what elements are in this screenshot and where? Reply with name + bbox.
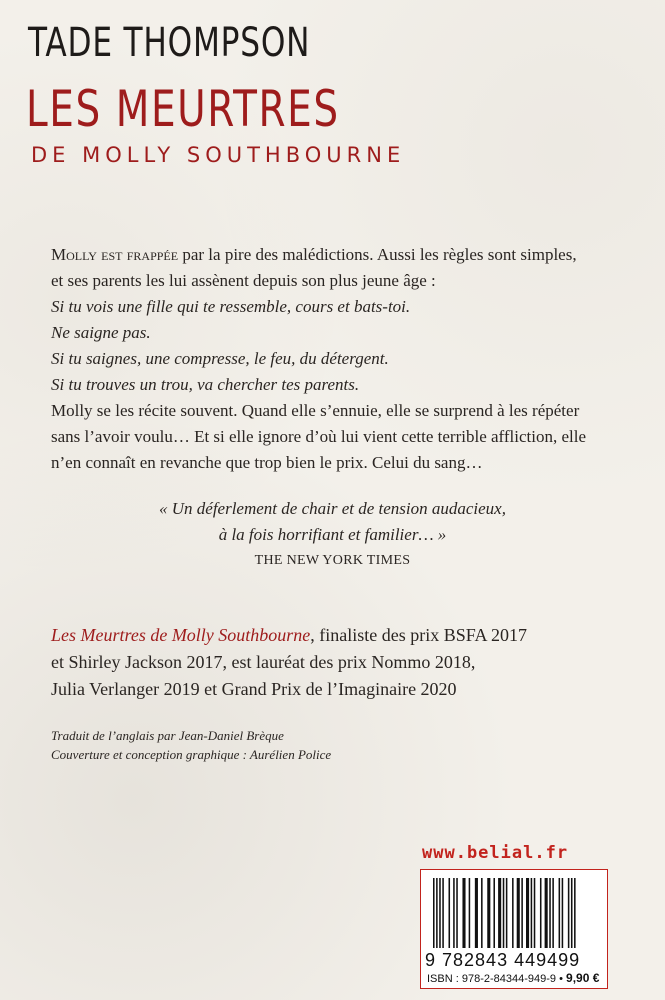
barcode-bar — [503, 878, 505, 948]
awards-line: Julia Verlanger 2019 et Grand Prix de l’Imaginaire 2020 — [51, 679, 457, 699]
barcode-digits: 9 782843 449499 — [425, 950, 581, 970]
author-name: TADE THOMPSON — [28, 20, 311, 66]
awards-line: et Shirley Jackson 2017, est lauréat des prix Nommo 2018, — [51, 652, 476, 672]
separator-dot: • — [559, 973, 563, 985]
translator-credit: Traduit de l’anglais par Jean-Daniel Brèque — [51, 728, 284, 743]
barcode-bar — [475, 878, 478, 948]
rule-line: Si tu saignes, une compresse, le feu, du détergent. — [51, 349, 389, 368]
barcode-bar — [512, 878, 514, 948]
barcode-bar — [462, 878, 465, 948]
barcode-bar — [521, 878, 523, 948]
barcode-bar — [531, 878, 533, 948]
awards-book-title: Les Meurtres de Molly Southbourne — [51, 625, 311, 645]
barcode-bar — [498, 878, 501, 948]
barcode-bar — [568, 878, 570, 948]
credits — [51, 726, 331, 764]
publisher-website: www.belial.fr — [422, 843, 569, 863]
synopsis-line: Molly se les récite souvent. Quand elle s’ennuie, elle se surprend à les répéter — [51, 401, 580, 420]
barcode-bar — [442, 878, 444, 948]
synopsis-line: n’en connaît en revanche que trop bien le prix. Celui du sang… — [51, 453, 483, 472]
barcode-bar — [493, 878, 495, 948]
isbn-number: ISBN : 978-2-84344-949-9 — [427, 973, 557, 985]
synopsis — [51, 242, 631, 476]
barcode — [431, 878, 599, 950]
press-quote — [0, 496, 665, 574]
quote-line: « Un déferlement de chair et de tension audacieux, — [159, 499, 506, 518]
barcode-bar — [552, 878, 554, 948]
rule-line: Si tu trouves un trou, va chercher tes parents. — [51, 375, 360, 394]
barcode-bar — [506, 878, 508, 948]
barcode-bar — [540, 878, 542, 948]
isbn-price-line — [427, 971, 599, 985]
synopsis-line: et ses parents les lui assènent depuis son plus jeune âge : — [51, 271, 436, 290]
awards-line: Les Meurtres de Molly Southbourne, finaliste des prix BSFA 2017 — [51, 625, 527, 645]
synopsis-line: sans l’avoir voulu… Et si elle ignore d’où lui vient cette terrible affliction, elle — [51, 427, 587, 446]
barcode-bar — [562, 878, 564, 948]
barcode-bar — [517, 878, 520, 948]
cover-credit: Couverture et conception graphique : Aurélien Police — [51, 747, 332, 762]
barcode-bar — [526, 878, 529, 948]
barcode-bar — [436, 878, 438, 948]
barcode-bar — [487, 878, 490, 948]
barcode-bar — [549, 878, 551, 948]
book-subtitle: DE MOLLY SOUTHBOURNE — [31, 143, 406, 167]
synopsis-lead: Molly est frappée — [51, 245, 179, 264]
barcode-bar — [545, 878, 548, 948]
price: 9,90 € — [566, 971, 600, 985]
synopsis-line: Molly est frappée par la pire des malédictions. Aussi les règles sont simples, — [51, 245, 577, 264]
barcode-bar — [456, 878, 458, 948]
rule-line: Si tu vois une fille qui te ressemble, cours et bats-toi. — [51, 297, 411, 316]
quote-line: à la fois horrifiant et familier… » — [218, 525, 447, 544]
book-title: LES MEURTRES — [26, 80, 340, 138]
barcode-panel — [420, 869, 608, 989]
barcode-bar — [433, 878, 435, 948]
barcode-bar — [574, 878, 576, 948]
barcode-bar — [534, 878, 536, 948]
barcode-bar — [439, 878, 441, 948]
barcode-bar — [559, 878, 561, 948]
barcode-bar — [481, 878, 483, 948]
barcode-bar — [469, 878, 471, 948]
quote-source: THE NEW YORK TIMES — [254, 553, 411, 568]
rule-line: Ne saigne pas. — [51, 323, 151, 342]
awards-text — [51, 622, 631, 703]
barcode-bar — [571, 878, 573, 948]
barcode-bar — [449, 878, 451, 948]
barcode-bar — [453, 878, 455, 948]
